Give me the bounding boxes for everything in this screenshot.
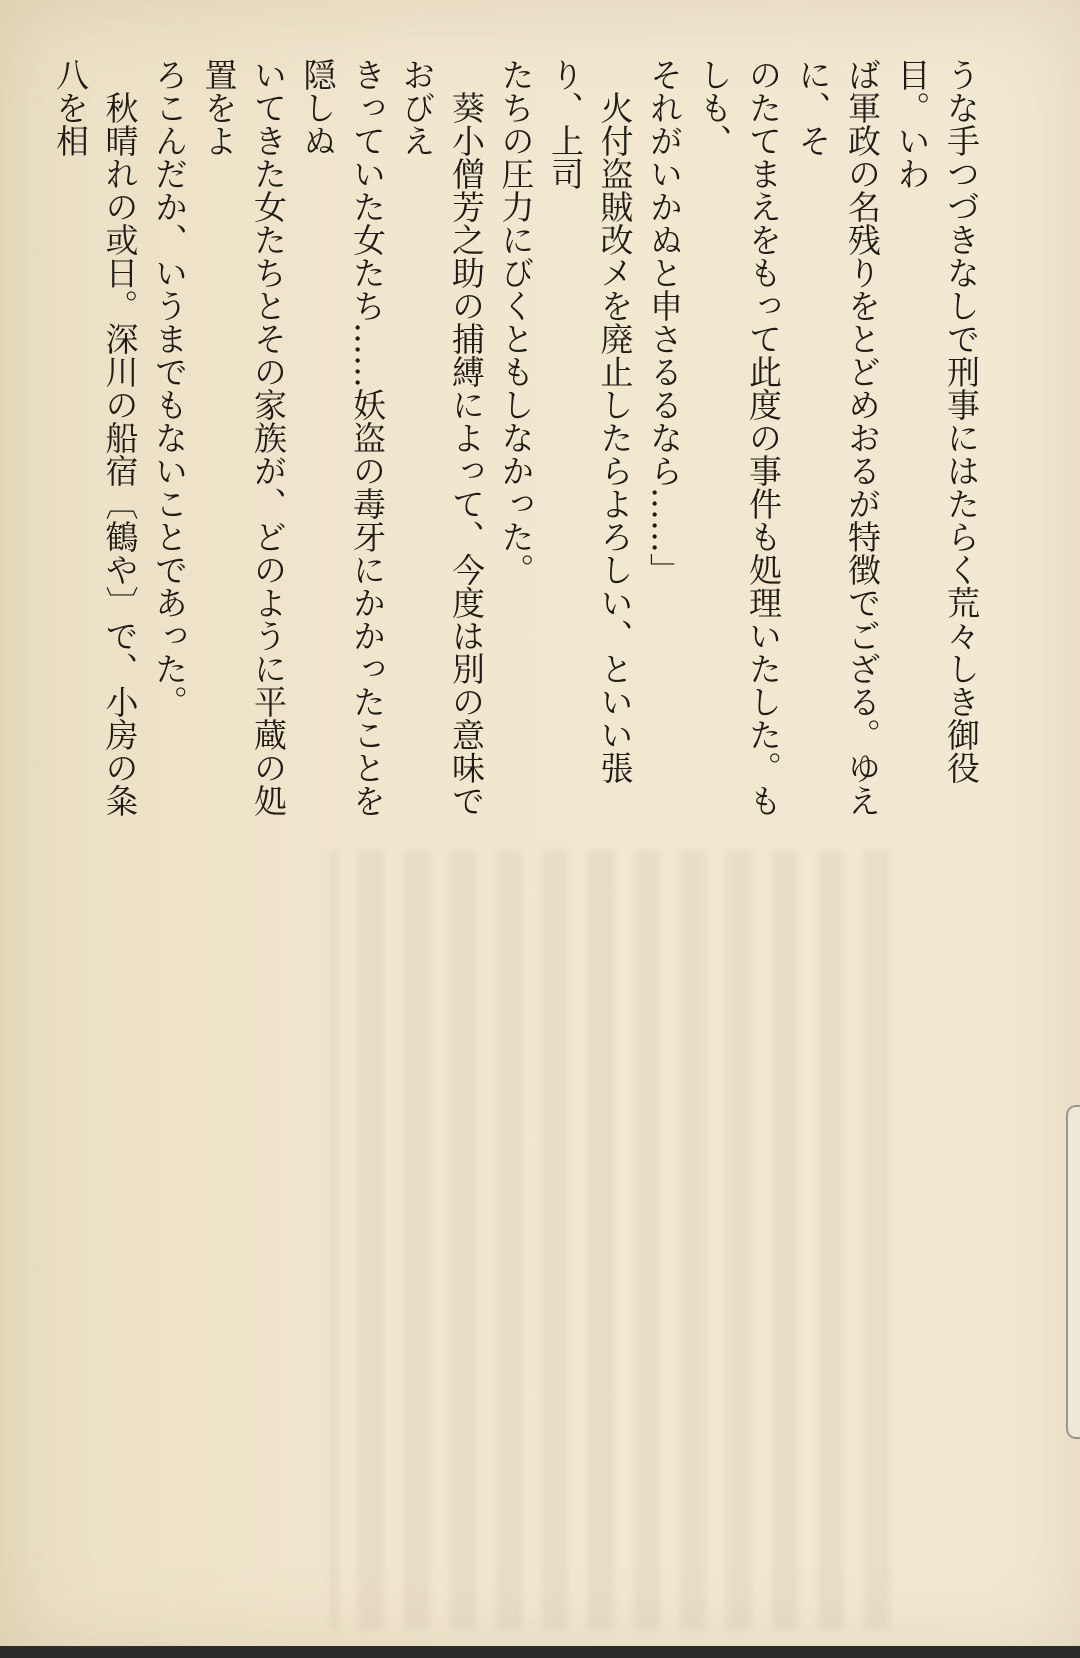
text-line: ば軍政の名残りをとどめおるが特徴でござる。ゆえに、そ <box>793 58 882 817</box>
text-line: たちの圧力にびくともしなかった。 <box>496 58 536 586</box>
text-line: のたてまえをもって此度の事件も処理いたした。もしも、 <box>694 58 783 817</box>
text-line: ろこんだか、いうまでもないことであった。 <box>150 58 189 718</box>
text-line: それがいかぬと申さるるなら……」 <box>645 58 684 586</box>
show-through-text <box>330 850 890 1630</box>
bottom-edge-bar <box>0 1646 1080 1658</box>
page-scroll-tab[interactable] <box>1066 1105 1080 1439</box>
text-line: うな手つづきなしで刑事にはたらく荒々しき御役目。いわ <box>892 58 981 784</box>
text-line: 葵小僧芳之助の捕縛によって、今度は別の意味でおびえ <box>397 58 486 817</box>
text-line: きっていた女たち……妖盗の毒牙にかかったことを隠しぬ <box>298 58 387 817</box>
text-line: いてきた女たちとその家族が、どのように平蔵の処置をよ <box>199 58 288 817</box>
text-line: 秋晴れの或日。深川の船宿〔鶴や〕で、小房の粂八を相 <box>51 58 140 817</box>
vertical-text-block <box>0 58 986 848</box>
text-line: 火付盗賊改メを廃止したらよろしい、といい張り、上司 <box>546 58 635 784</box>
